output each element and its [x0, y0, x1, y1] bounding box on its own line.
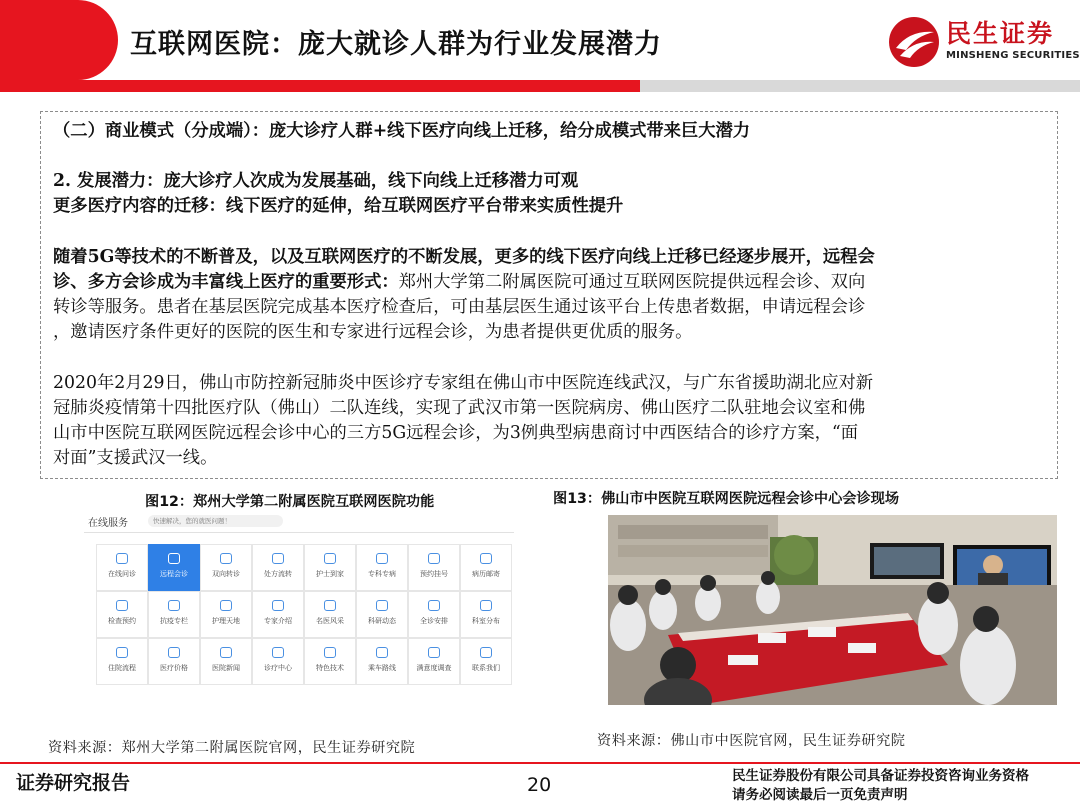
section-heading: （二）商业模式（分成端）：庞大诊疗人群+线下医疗向线上迁移，给分成模式带来巨大潜力	[53, 121, 751, 141]
service-item-icon	[376, 553, 388, 564]
service-item-label: 护理天地	[212, 617, 240, 625]
service-item-icon	[272, 600, 284, 611]
figure-13-photo	[608, 515, 1057, 705]
service-item-label: 乘车路线	[368, 664, 396, 672]
service-item-icon	[324, 553, 336, 564]
title-area	[0, 0, 662, 80]
service-item-label: 特色技术	[316, 664, 344, 672]
paragraph-2-line-1: 2020年2月29日，佛山市防控新冠肺炎中医诊疗专家组在佛山市中医院连线武汉，与广东省援助湖北应对新	[53, 373, 874, 393]
service-item-icon	[272, 647, 284, 658]
consultation-room-image	[608, 515, 1057, 705]
service-item-icon	[480, 600, 492, 611]
logo-english-name: MINSHENG SECURITIES	[946, 50, 1080, 61]
service-item-icon	[324, 600, 336, 611]
service-item-icon	[168, 600, 180, 611]
service-item-label: 在线问诊	[108, 570, 136, 578]
minsheng-logo	[888, 14, 1080, 70]
service-item-icon	[116, 647, 128, 658]
service-item-label: 满意度调查	[416, 664, 452, 672]
service-item-label: 医疗价格	[160, 664, 188, 672]
service-item-icon	[168, 647, 180, 658]
service-item-icon	[480, 553, 492, 564]
figure-12-source: 资料来源：郑州大学第二附属医院官网，民生证券研究院	[48, 740, 416, 756]
service-item-icon	[480, 647, 492, 658]
service-item-12	[252, 591, 304, 638]
service-item-label: 抗疫专栏	[160, 617, 188, 625]
page-number: 20	[527, 774, 552, 796]
title-underline-grey	[640, 80, 1080, 92]
footer-report-label: 证券研究报告	[16, 772, 131, 794]
service-item-label: 检查预约	[108, 617, 136, 625]
service-item-19	[200, 638, 252, 685]
figure-13-title: 图13：佛山市中医院互联网医院远程会诊中心会诊现场	[553, 491, 900, 507]
service-panel-header	[84, 510, 514, 533]
service-item-label: 住院流程	[108, 664, 136, 672]
service-item-icon	[376, 647, 388, 658]
service-item-15	[408, 591, 460, 638]
service-item-24	[460, 638, 512, 685]
service-item-6	[356, 544, 408, 591]
service-item-22	[356, 638, 408, 685]
page-title: 互联网医院：庞大就诊人群为行业发展潜力	[130, 29, 662, 60]
service-item-label: 联系我们	[472, 664, 500, 672]
service-grid	[96, 544, 512, 686]
service-item-1	[96, 544, 148, 591]
paragraph-2-line-4: 对面”支援武汉一线。	[53, 448, 218, 468]
service-item-label: 全诊安排	[420, 617, 448, 625]
figure-13-source: 资料来源：佛山市中医院官网，民生证券研究院	[597, 733, 906, 749]
service-item-label: 病历邮寄	[472, 570, 500, 578]
service-item-icon	[220, 553, 232, 564]
service-item-3	[200, 544, 252, 591]
title-accent-shape	[0, 0, 118, 80]
service-item-label: 科研动态	[368, 617, 396, 625]
minsheng-logo-icon	[888, 16, 940, 68]
service-item-9	[96, 591, 148, 638]
footer-disclaimer-2: 请务必阅读最后一页免责声明	[732, 787, 908, 803]
service-item-8	[460, 544, 512, 591]
service-item-icon	[116, 600, 128, 611]
service-item-icon	[168, 553, 180, 564]
service-item-5	[304, 544, 356, 591]
service-item-13	[304, 591, 356, 638]
service-item-icon	[220, 600, 232, 611]
content-box	[40, 111, 1058, 479]
service-item-20	[252, 638, 304, 685]
service-item-7	[408, 544, 460, 591]
paragraph-1-line-4: ，邀请医疗条件更好的医院的医生和专家进行远程会诊，为患者提供更优质的服务。	[53, 322, 693, 342]
service-item-21	[304, 638, 356, 685]
point-heading: 2. 发展潜力：庞大诊疗人次成为发展基础，线下向线上迁移潜力可观	[53, 171, 579, 191]
service-item-11	[200, 591, 252, 638]
service-item-label: 护士到家	[316, 570, 344, 578]
logo-chinese-name: 民生证券	[946, 19, 1055, 48]
service-item-14	[356, 591, 408, 638]
paragraph-1-line-1: 随着5G等技术的不断普及，以及互联网医疗的不断发展，更多的线下医疗向线上迁移已经逐步展开，远程会	[53, 247, 875, 267]
service-item-icon	[116, 553, 128, 564]
service-item-icon	[428, 647, 440, 658]
service-item-label: 双向转诊	[212, 570, 240, 578]
paragraph-1-line-3: 转诊等服务。患者在基层医院完成基本医疗检查后，可由基层医生通过该平台上传患者数据，申请远程会诊	[53, 297, 866, 317]
service-item-icon	[428, 553, 440, 564]
service-item-icon	[428, 600, 440, 611]
point-subheading: 更多医疗内容的迁移：线下医疗的延伸，给互联网医疗平台带来实质性提升	[53, 196, 624, 216]
service-item-23	[408, 638, 460, 685]
service-item-label: 名医风采	[316, 617, 344, 625]
service-item-icon	[220, 647, 232, 658]
service-item-label: 专家介绍	[264, 617, 292, 625]
service-item-label: 诊疗中心	[264, 664, 292, 672]
service-item-label: 专科专病	[368, 570, 396, 578]
service-item-icon	[272, 553, 284, 564]
paragraph-1-normal-part: 郑州大学第二附属医院可通过互联网医院提供远程会诊、双向	[398, 272, 866, 292]
figure-12-title: 图12：郑州大学第二附属医院互联网医院功能	[145, 494, 435, 510]
paragraph-1-bold-part: 诊、多方会诊成为丰富线上医疗的重要形式：	[53, 272, 399, 292]
service-item-icon	[324, 647, 336, 658]
paragraph-1-line-2	[53, 270, 865, 294]
service-item-label: 远程会诊	[160, 570, 188, 578]
service-search-bar: 快速解决，您的就医问题！	[148, 515, 283, 527]
service-item-16	[460, 591, 512, 638]
figure-12-screenshot	[84, 510, 514, 690]
service-item-label: 医院新闻	[212, 664, 240, 672]
paragraph-2-line-2: 冠肺炎疫情第十四批医疗队（佛山）二队连线，实现了武汉市第一医院病房、佛山医疗二队驻地会议室和佛	[53, 398, 866, 418]
service-panel-title: 在线服务	[88, 518, 128, 529]
service-item-icon	[376, 600, 388, 611]
service-item-4	[252, 544, 304, 591]
footer-disclaimer-1: 民生证券股份有限公司具备证券投资咨询业务资格	[732, 768, 1029, 784]
service-item-label: 科室分布	[472, 617, 500, 625]
service-item-17	[96, 638, 148, 685]
paragraph-2-line-3: 山市中医院互联网医院远程会诊中心的三方5G远程会诊，为3例典型病患商讨中西医结合的诊疗方案，“面	[53, 423, 859, 443]
service-item-label: 预约挂号	[420, 570, 448, 578]
service-item-18	[148, 638, 200, 685]
service-item-10	[148, 591, 200, 638]
service-item-label: 处方流转	[264, 570, 292, 578]
service-item-2	[148, 544, 200, 591]
